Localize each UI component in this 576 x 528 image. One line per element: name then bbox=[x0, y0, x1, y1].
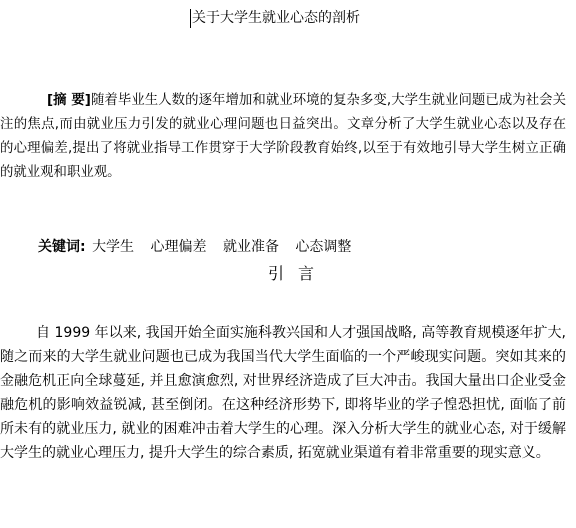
body-paragraph: 自 1999 年以来, 我国开始全面实施科教兴国和人才强国战略, 高等教育规模逐年扩大, 随之而来的大学生就业问题也已成为我国当代大学生面临的一个严峻现实问题。突如其来的金融危机正向全球蔓延, 并且愈演愈烈, 对世界经济造成了巨大冲击。我国大量出口企业受金融危机的影响效益锐减, 甚至倒闭。在这种经济形势下, 即将毕业的学子惶恐担忧, 面临了前所未有的就业压力, 就业的困难冲击着大学生的心理。深入分析大学生的就业心态, 对于缓解大学生的就业心理压力, 提升大学生的综合素质, 拓宽就业渠道有着非常重要的现实意义。 bbox=[0, 325, 566, 461]
abstract-label: [摘 要] bbox=[47, 93, 91, 108]
keyword: 心态调整 bbox=[295, 239, 352, 255]
keywords-label: 关键词: bbox=[38, 239, 86, 255]
keywords-line bbox=[38, 236, 363, 258]
document-title: 关于大学生就业心态的剖析 bbox=[192, 10, 360, 26]
keyword: 就业准备 bbox=[222, 239, 279, 255]
text-cursor bbox=[190, 9, 191, 28]
abstract-paragraph bbox=[0, 89, 566, 185]
abstract-text: 随着毕业生人数的逐年增加和就业环境的复杂多变,大学生就业问题已成为社会关注的焦点,而由就业压力引发的就业心理问题也日益突出。文章分析了大学生就业心态以及存在的心理偏差,提出了将就业指导工作贯穿于大学阶段教育始终,以至于有效地引导大学生树立正确的就业观和职业观。 bbox=[0, 93, 566, 180]
keyword: 心理偏差 bbox=[150, 239, 207, 255]
keyword: 大学生 bbox=[92, 239, 135, 255]
section-heading: 引言 bbox=[268, 264, 329, 283]
